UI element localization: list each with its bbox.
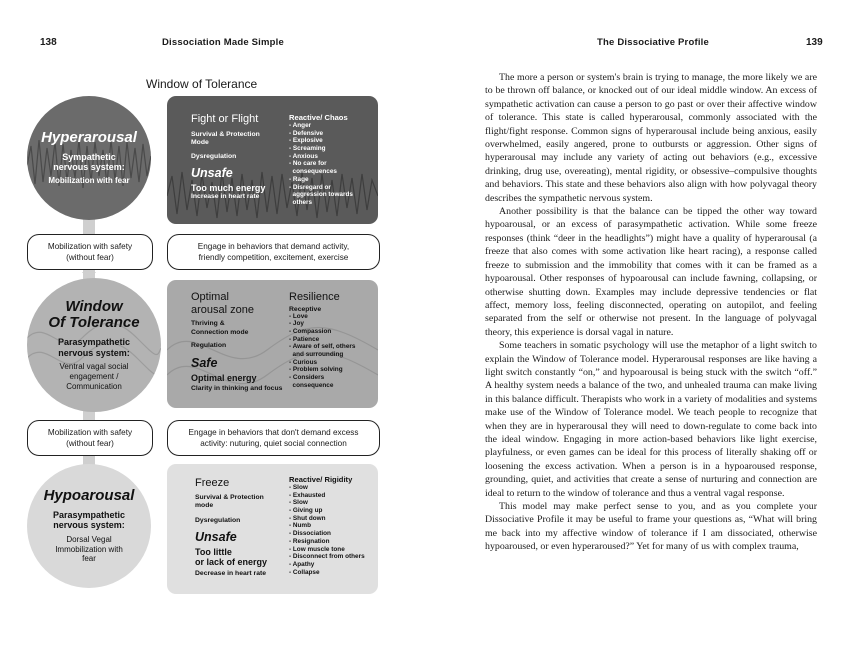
hypoarousal-detail: Dorsal Vegal Immobilization with fear [55, 535, 123, 564]
window-list-title: Resilience [289, 291, 340, 303]
list-item: - Disconnect from others [289, 553, 365, 561]
window-title-line1: Window [65, 297, 123, 315]
hyper-behavior-list [289, 122, 377, 207]
list-item: - Joy [289, 320, 304, 328]
freeze-heading: Freeze [195, 477, 230, 489]
hyperarousal-title: Hyperarousal [41, 129, 137, 147]
list-item: - Anxious [289, 152, 318, 160]
hyper-mode-text: Survival & Protection Mode [191, 130, 260, 147]
window-subtitle: Parasympathetic nervous system: [57, 336, 131, 358]
window-behavior-list [289, 313, 377, 390]
hypoarousal-subtitle: Parasympathetic nervous system: [52, 509, 126, 531]
hypo-regulation-text: Dysregulation [195, 516, 241, 524]
hyper-state-text: Unsafe [191, 166, 233, 181]
body-paragraph: Some teachers in somatic psychology will use the metaphor of a light switch to explain the Window of Tolerance model. Hyperarousal responses are like having a light switch constantly “on,” and hypoarousal is being stuck with the switch “off.” A healthy system needs a balance of the two, and unhealed trauma can make living in this balance difficult. Therapists who work in a variety of modalities and systems make use of the Window of Tolerance model. We teach people to recognize that when they are in hyperarousal they will need to down-regulate to come back into the ideal window. Engaging in more action-based behaviors like light exercise, playfulness, or even games can be ideal for this process of literally shaking off or loosening the excess activation. When a person is in a hypoaroused response, grounding, quiet, and activities that create a sense of nurturing and connection are ideal to return to the window of tolerance and thus a ventral vagal response. [485, 340, 817, 499]
right-running-title: The Dissociative Profile [597, 37, 709, 48]
engage-activity-pill [167, 234, 380, 270]
list-item: - Slow [289, 499, 308, 507]
pill-2-left-line2: (without fear) [66, 439, 114, 448]
list-item: - Resignation [289, 537, 330, 545]
list-item: - Compassion [289, 328, 332, 336]
optimal-heading-line2: arousal zone [191, 303, 254, 316]
body-paragraph: This model may make perfect sense to you, and as you complete your Dissociative Profile it may be useful to frame your questions as, “What will bring me back into my affective window of tolerance if I am dissociated, otherwise hypoaroused, or even hyperaroused?” Yet for many of us with complex trauma, [485, 501, 817, 553]
hypo-energy-line2: or lack of energy [195, 557, 268, 568]
mobilization-pill-2 [27, 420, 153, 456]
list-item: - Low muscle tone [289, 545, 345, 553]
list-item: - Shut down [289, 514, 326, 522]
list-item: - Collapse [289, 568, 320, 576]
body-paragraph: Another possibility is that the balance can be tipped the other way toward hypoarousal, or an excess of parasympathetic activation. While some freeze responses (think “deer in the headlights”) might have a quality of hyperarousal (a freeze that also comes with some activation like heart racing), a response called freeze to submission and the immobility that comes with it can be framed as a hypoarousal. Other responses of hypoarousal can include fawning, collapsing, or otherwise shutting down. Examples may include depressive tendencies or flat affect, memory loss, feeling disconnected, operating on autopilot, and feeling separated from the self or otherwise not present. In the language of polyvagal theory, this experience is dorsal vagal in nature. [485, 206, 817, 338]
hyper-energy-text: Too much energy [191, 183, 266, 194]
left-page-number: 138 [40, 37, 57, 48]
hyperarousal-detail: Mobilization with fear [48, 176, 130, 186]
window-detail: Ventral vagal social engagement / Communication [59, 362, 129, 391]
window-regulation-text: Regulation [191, 342, 227, 350]
list-item: - Anger [289, 122, 312, 129]
list-item: - Apathy [289, 560, 315, 568]
window-state-text: Safe [191, 355, 218, 370]
hypo-effect-text: Decrease in heart rate [195, 569, 267, 577]
hyper-list-title: Reactive/ Chaos [289, 113, 348, 122]
hypo-list-title: Reactive/ Rigidity [289, 475, 353, 484]
engage-quiet-pill [167, 420, 380, 456]
window-list-sub: Receptive [289, 305, 322, 313]
list-item: - Screaming [289, 145, 326, 153]
hyperarousal-circle [27, 96, 151, 220]
list-item: and surrounding [289, 351, 344, 359]
list-item: aggression towards [289, 191, 353, 199]
pill-1-left-line2: (without fear) [66, 253, 114, 262]
hypoarousal-circle [27, 464, 151, 588]
hypoarousal-title: Hypoarousal [43, 487, 135, 505]
optimal-heading-line1: Optimal [191, 291, 229, 303]
list-item: - Numb [289, 522, 312, 530]
list-item: - Giving up [289, 507, 323, 515]
hyperarousal-subtitle: Sympathetic nervous system: [53, 151, 125, 173]
fight-flight-heading: Fight or Flight [191, 113, 259, 125]
list-item: - Dissociation [289, 530, 331, 538]
right-page-number: 139 [806, 37, 823, 48]
list-item: consequence [289, 381, 334, 389]
pill-1-right-line2: friendly competition, excitement, exercise [198, 253, 349, 262]
list-item: - Exhausted [289, 491, 326, 499]
pill-2-left-line1: Mobilization with safety [47, 427, 133, 437]
hypo-energy-line1: Too little [195, 547, 232, 558]
window-panel [167, 280, 378, 408]
list-item: - Love [289, 312, 308, 320]
hyper-regulation-text: Dysregulation [191, 152, 237, 160]
mobilization-pill-1 [27, 234, 153, 270]
pill-1-right-line1: Engage in behaviors that demand activity, [197, 241, 350, 251]
left-running-title: Dissociation Made Simple [162, 37, 284, 48]
list-item: - Aware of self, others [289, 343, 356, 351]
diagram-title: Window of Tolerance [146, 77, 258, 91]
window-circle [27, 278, 161, 412]
list-item: others [289, 198, 313, 206]
list-item: - No care for [289, 160, 327, 168]
list-item: - Explosive [289, 137, 323, 145]
hypo-state-text: Unsafe [195, 530, 237, 545]
hyper-effect-text: Increase in heart rate [191, 193, 260, 201]
window-energy-text: Optimal energy [191, 372, 257, 383]
hypo-mode-text: Survival & Protection mode [195, 493, 264, 510]
body-paragraph: The more a person or system's brain is trying to manage, the more likely we are to be thrown off balance, or knocked out of our ideal middle window. An excess of sympathetic activation can cause a person to go past or over their affective window of tolerance. This state is called hyperarousal, commonly associated with the flight/fight response. Common signs of hyperarousal include being anxious, easily overwhelmed, easily angered, prone to outbursts or aggression. Other signs of hyperarousal may include any variety of acting out behaviors (e.g., excessive drinking, drug use, overeating), mental rigidity, or obsessive–compulsive thoughts and behaviors. This state and these behaviors also align with how polyvagal theory describes the sympathetic nervous system. [485, 72, 817, 204]
pill-2-right-line1: Engage in behaviors that don't demand excess [188, 427, 359, 437]
window-effect-text: Clarity in thinking and focus [191, 385, 283, 393]
pill-1-left-line1: Mobilization with safety [47, 241, 133, 251]
list-item: - Disregard or [289, 183, 331, 191]
list-item: - Slow [289, 484, 308, 491]
hypo-behavior-list [289, 484, 377, 576]
window-title-line2: Of Tolerance [48, 314, 140, 332]
body-text-column [485, 71, 817, 554]
list-item: - Curious [289, 358, 318, 366]
hypoarousal-panel [167, 464, 378, 594]
list-item: - Rage [289, 175, 309, 183]
pill-2-right-line2: activity: nuturing, quiet social connection [200, 439, 347, 448]
list-item: - Considers [289, 374, 325, 382]
hyperarousal-panel [167, 96, 378, 224]
list-item: - Problem solving [289, 366, 343, 374]
list-item: - Defensive [289, 129, 324, 137]
list-item: - Patience [289, 335, 320, 343]
window-mode-text: Thriving & Connection mode [191, 320, 249, 336]
list-item: consequences [289, 168, 337, 176]
